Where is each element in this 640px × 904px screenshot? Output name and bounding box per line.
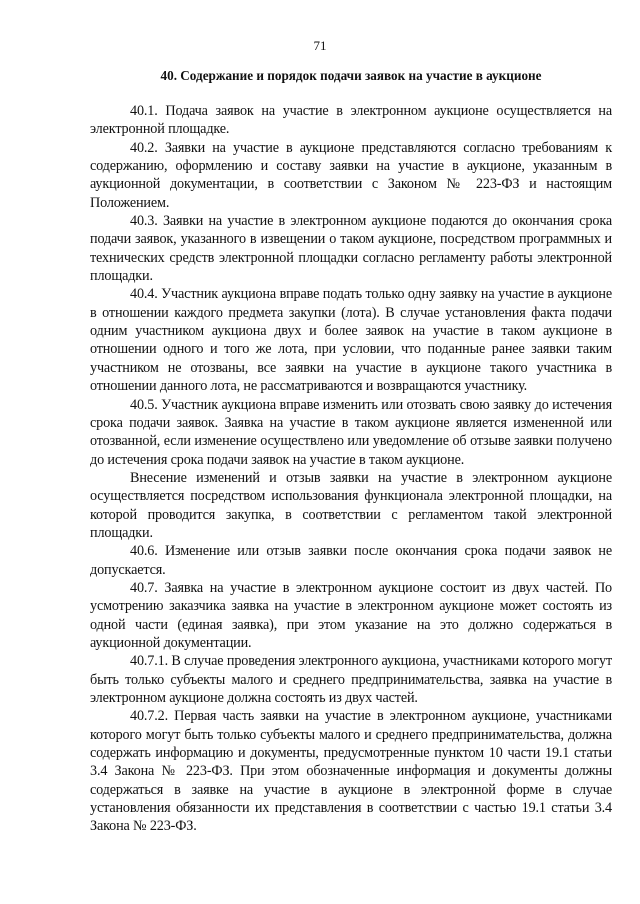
paragraph-40-4: 40.4. Участник аукциона вправе подать только одну заявку на участие в аукционе в отношении каждого предмета закупки (лота). В случае установления факта подачи одним участником аукциона двух и более заявок на участие в таком аукционе в отношении одного и того же лота, при условии, что поданные ранее заявки таким участником не отозваны, все заявки на участие в аукционе такого участника в отношении данного лота, не рассматриваются и возвращаются участнику.: [90, 286, 612, 395]
paragraph-40-3: 40.3. Заявки на участие в электронном аукционе подаются до окончания срока подачи заявок, указанного в извещении о таком аукционе, посредством программных и технических средств электронной площадки согласно регламенту работы электронной площадки.: [90, 213, 612, 285]
paragraph-40-5-continuation: Внесение изменений и отзыв заявки на участие в электронном аукционе осуществляется посредством использования функционала электронной площадки, на которой проводится закупка, в соответствии с регламентом такой электронной площадки.: [90, 469, 612, 541]
paragraph-40-1: 40.1. Подача заявок на участие в электронном аукционе осуществляется на электронной площадке.: [90, 103, 612, 138]
paragraph-40-7-1: 40.7.1. В случае проведения электронного аукциона, участниками которого могут быть только субъекты малого и среднего предпринимательства, заявка на участие в электронном аукционе должна состоять из двух частей.: [90, 653, 612, 706]
paragraph-40-5: 40.5. Участник аукциона вправе изменить или отозвать свою заявку до истечения срока подачи заявок. Заявка на участие в таком аукционе является измененной или отозванной, если изменение осуществлено или уведомление об отзыве заявки получено до истечения срока подачи заявок на участие в таком аукционе.: [90, 396, 612, 468]
section-heading: 40. Содержание и порядок подачи заявок на участие в аукционе: [160, 68, 542, 83]
paragraph-40-2: 40.2. Заявки на участие в аукционе представляются согласно требованиям к содержанию, оформлению и составу заявки на участие в аукционе, указанным в аукционной документации, в соответствии с Законом № 223-ФЗ и настоящим Положением.: [90, 139, 612, 211]
section-body: [90, 102, 612, 836]
page-number: 71: [313, 38, 327, 53]
paragraph-40-7-2: 40.7.2. Первая часть заявки на участие в электронном аукционе, участниками которого могут быть только субъекты малого и среднего предпринимательства, должна содержать информацию и документы, предусмотренные пунктом 10 части 19.1 статьи 3.4 Закона № 223-ФЗ. При этом обозначенные информация и документы должны содержаться в заявке на участие в аукционе в электронной форме в случае установления обязанности их представления в соответствии с частью 19.1 статьи 3.4 Закона № 223-ФЗ.: [90, 708, 612, 835]
paragraph-40-6: 40.6. Изменение или отзыв заявки после окончания срока подачи заявок не допускается.: [90, 543, 612, 578]
paragraph-40-7: 40.7. Заявка на участие в электронном аукционе состоит из двух частей. По усмотрению заказчика заявка на участие в электронном аукционе может состоять из одной части (единая заявка), при этом указание на это должно содержаться в аукционной документации.: [90, 579, 612, 651]
